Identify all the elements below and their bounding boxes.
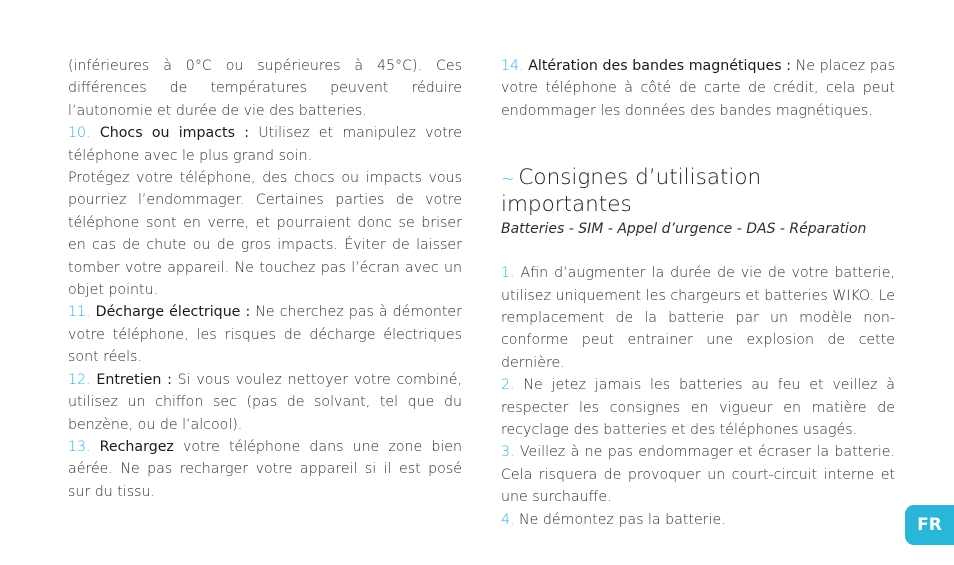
item-text: Ne placez pas votre téléphone à côté de carte de crédit, cela peut endommager les données des bandes magnétiques. [501, 58, 895, 119]
item-text: Ne démontez pas la batterie. [514, 511, 726, 528]
item-number: 11. [68, 304, 91, 321]
item-14 [501, 55, 895, 122]
item-text: Veillez à ne pas endommager et écraser la batterie. Cela risquera de provoquer un court-circuit interne et une surchauffe. [501, 444, 895, 506]
instruction-3 [501, 441, 895, 508]
tilde-marker: ~ [501, 169, 515, 189]
instruction-4 [501, 509, 895, 531]
instruction-1 [501, 262, 895, 374]
item-number: 2. [501, 377, 515, 394]
item-text: votre téléphone dans une zone bien aérée. Ne pas recharger votre appareil si il est posé sur du tissu. [68, 438, 462, 500]
item-text: Utilisez et manipulez votre téléphone avec le plus grand soin. [68, 125, 463, 164]
item-term: Altération des bandes magnétiques : [528, 58, 792, 74]
item-term: Entretien : [96, 371, 172, 388]
section-title-text: Consignes d’utilisation importantes [501, 165, 762, 218]
right-column [501, 55, 895, 531]
item-number: 12. [68, 371, 91, 388]
item-12 [68, 369, 462, 436]
instruction-2 [501, 374, 895, 441]
item-term: Chocs ou impacts : [99, 125, 249, 142]
item-13 [68, 436, 462, 503]
item-text: Ne jetez jamais les batteries au feu et veillez à respecter les consignes en vigueur en matière de recyclage des batteries et des téléphones usagés. [501, 377, 895, 439]
item-number: 10. [68, 125, 91, 142]
intro-paragraph: (inférieures à 0°C ou supérieures à 45°C). Ces différences de températures peuvent réduire l’autonomie et durée de vie des batteries. [68, 58, 462, 119]
item-text: Ne cherchez pas à démonter votre téléphone, les risques de décharge électriques sont réels. [68, 304, 462, 366]
section-subtitle: Batteries - SIM - Appel d’urgence - DAS - Réparation [501, 221, 867, 238]
item-term: Rechargez [99, 438, 174, 455]
left-column [68, 55, 462, 503]
item-number: 4. [501, 511, 515, 528]
item-text: Si vous voulez nettoyer votre combiné, utilisez un chiffon sec (pas de solvant, tel que du benzène, ou de l’alcool). [68, 371, 462, 433]
item-number: 13. [68, 438, 91, 455]
item-number: 1. [501, 265, 515, 282]
item-10 [68, 122, 462, 167]
item-11 [68, 301, 462, 368]
item-term: Décharge électrique : [95, 304, 251, 321]
item-number: 14. [501, 58, 524, 74]
language-badge: FR [905, 505, 954, 545]
item-text: Afin d’augmenter la durée de vie de votre batterie, utilisez uniquement les chargeurs et batteries WIKO. Le remplacement de la batterie par un modèle non-conforme peut entrainer une explosion de cette dernière. [501, 265, 895, 371]
item-number: 3. [501, 444, 515, 461]
section-title [501, 165, 895, 218]
item-10-continued: Protégez votre téléphone, des chocs ou impacts vous pourriez l’endommager. Certaines parties de votre téléphone sont en verre, et pourraient donc se briser en cas de chute ou de gros impacts. Éviter de laisser tomber votre appareil. Ne touchez pas l’écran avec un objet pointu. [68, 170, 462, 299]
